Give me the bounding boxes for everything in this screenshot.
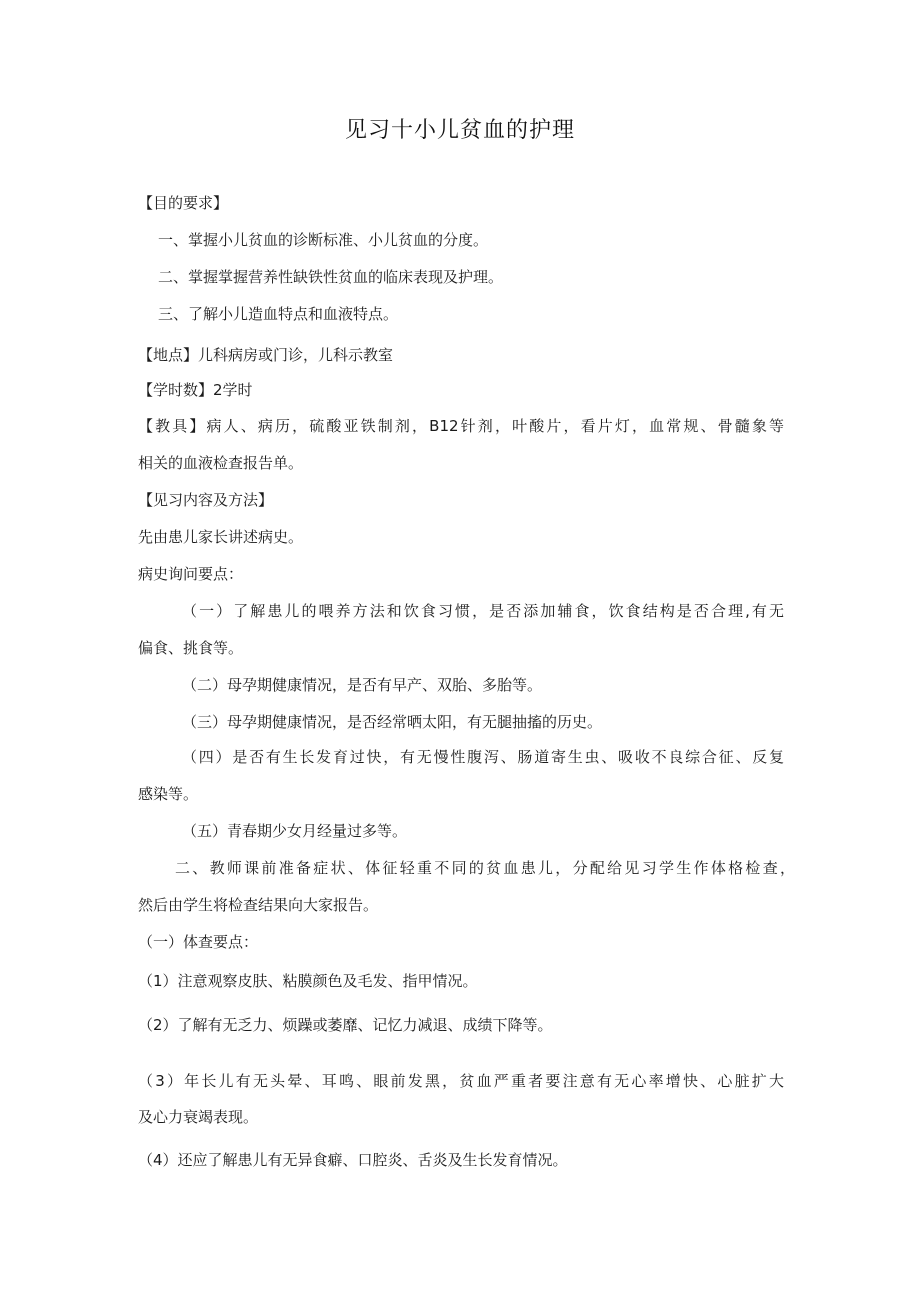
objective-item-2: 二、掌握掌握营养性缺铁性贫血的临床表现及护理。 — [158, 268, 504, 286]
history-item-1-line-1: （一）了解患儿的喂养方法和饮食习惯，是否添加辅食，饮食结构是否合理,有无 — [182, 602, 784, 620]
history-heading: 病史询问要点： — [138, 565, 244, 583]
history-item-3: （三）母孕期健康情况，是否经常晒太阳，有无腿抽搐的历史。 — [182, 713, 603, 731]
section2-line-1: 二、教师课前准备症状、体征轻重不同的贫血患儿，分配给见习学生作体格检查， — [175, 859, 795, 877]
history-item-5: （五）青春期少女月经量过多等。 — [182, 822, 408, 840]
tools-line-2: 相关的血液检查报告单。 — [138, 454, 304, 472]
exam-item-2: （2）了解有无乏力、烦躁或萎靡、记忆力减退、成绩下降等。 — [138, 1016, 553, 1034]
exam-item-1: （1）注意观察皮肤、粘膜颜色及毛发、指甲情况。 — [138, 972, 478, 990]
hours-line: 【学时数】2学时 — [138, 381, 253, 399]
exam-item-3-line-1: （3）年长儿有无头晕、耳鸣、眼前发黑，贫血严重者要注意有无心率增快、心脏扩大 — [138, 1072, 784, 1090]
document-title: 见习十小儿贫血的护理 — [344, 118, 575, 143]
exam-heading: （一）体查要点： — [138, 933, 259, 951]
history-item-4-line-2: 感染等。 — [138, 785, 199, 803]
history-item-4-line-1: （四）是否有生长发育过快，有无慢性腹泻、肠道寄生虫、吸收不良综合征、反复 — [182, 748, 784, 766]
content-intro: 先由患儿家长讲述病史。 — [138, 528, 304, 546]
history-item-1-line-2: 偏食、挑食等。 — [138, 639, 244, 657]
tools-line-1: 【教具】病人、病历，硫酸亚铁制剂，B12针剂，叶酸片，看片灯，血常规、骨髓象等 — [138, 417, 784, 435]
objective-item-1: 一、掌握小儿贫血的诊断标准、小儿贫血的分度。 — [158, 231, 489, 249]
location-line: 【地点】儿科病房或门诊，儿科示教室 — [138, 346, 394, 364]
exam-item-3-line-2: 及心力衰竭表现。 — [138, 1108, 259, 1126]
exam-item-4: （4）还应了解患儿有无异食癖、口腔炎、舌炎及生长发育情况。 — [138, 1151, 568, 1169]
objectives-heading: 【目的要求】 — [138, 194, 229, 212]
objective-item-3: 三、了解小儿造血特点和血液特点。 — [158, 305, 399, 323]
content-heading: 【见习内容及方法】 — [138, 491, 274, 509]
section2-line-2: 然后由学生将检查结果向大家报告。 — [138, 896, 379, 914]
history-item-2: （二）母孕期健康情况，是否有早产、双胎、多胎等。 — [182, 676, 543, 694]
